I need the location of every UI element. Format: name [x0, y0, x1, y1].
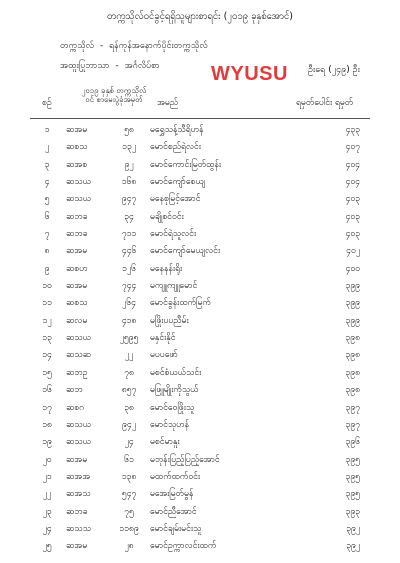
major-name: အင်္ဂလိပ်စာ	[124, 61, 160, 71]
cell-total: ၄၀၀	[345, 263, 360, 274]
cell-name: မောင်ခွန်းထက်မြက်	[150, 298, 211, 309]
cell-total: ၃၉၈	[345, 367, 360, 378]
cell-roll-code: ဆစသ	[66, 298, 88, 309]
cell-roll-code: ဆစဂ	[66, 402, 85, 413]
table-row	[0, 212, 400, 229]
cell-no: ၂	[44, 142, 50, 153]
cell-no: ၁၅	[42, 367, 52, 378]
cell-no: ၁၇	[42, 402, 52, 413]
cell-no: ၁	[44, 125, 50, 135]
cell-name: မောင်စည်ရဲလင်း	[150, 142, 201, 153]
cell-no: ၃	[44, 159, 50, 170]
cell-total: ၄၀၃	[345, 194, 360, 205]
cell-no: ၁၉	[42, 437, 52, 448]
cell-roll-code: ဆဘ	[66, 385, 83, 396]
cell-roll-number: ၁၆၈	[121, 177, 137, 188]
total-count: ဦးရေ (၂၄၉) ဦး	[308, 65, 360, 75]
cell-total: ၄၀၂	[346, 246, 360, 257]
table-row	[0, 333, 400, 350]
cell-name: မောင်ချမ်းမင်းသူ	[150, 523, 202, 534]
major-label: အထူးပြုဘာသာ	[60, 61, 110, 71]
cell-total: ၃၉၉	[345, 281, 360, 292]
cell-total: ၃၉၂	[346, 523, 360, 534]
document-title: တက္ကသိုလ်ဝင်ခွင့်ရရှိသူများစာရင်း (၂၀၁၉ ခုနှစ်အောင်)	[106, 11, 293, 22]
table-row	[0, 368, 400, 385]
results-table	[0, 125, 400, 559]
cell-no: ၁၁	[42, 298, 52, 309]
cell-no: ၁၈	[42, 419, 52, 430]
cell-roll-code: ဆအမ	[66, 281, 88, 292]
cell-roll-number: ၆၁	[124, 454, 134, 465]
cell-no: ၁၆	[42, 385, 52, 396]
cell-total: ၃၉၇	[345, 402, 360, 413]
cell-total: ၄၃၃	[345, 125, 360, 135]
cell-roll-code: ဆစသ	[66, 142, 88, 153]
cell-no: ၆	[44, 211, 50, 222]
column-header-roll: ၂၀၁၉ ခုနှစ် တက္ကသိုလ်ဝင် စာမေးပွဲခုံအမှတ်	[81, 86, 147, 105]
table-row	[0, 194, 400, 211]
cell-no: ၂၀	[42, 454, 52, 465]
cell-roll-code: ဆသသ	[66, 523, 91, 534]
cell-roll-code: ဆသယ	[66, 419, 91, 430]
column-header-total: ရမှတ်ပေါင်း ရမှတ်	[296, 98, 354, 108]
table-row	[0, 420, 400, 437]
cell-total: ၃၉၅	[345, 471, 360, 482]
table-row	[0, 489, 400, 506]
cell-name: မနေစုမြင့်အောင်	[150, 194, 201, 205]
table-row	[0, 298, 400, 315]
cell-no: ၉	[44, 263, 50, 274]
cell-roll-number: ၁၂၆	[122, 263, 136, 274]
cell-no: ၂၃	[42, 506, 52, 517]
cell-no: ၁၃	[42, 333, 52, 344]
cell-name: မဘုန်းပြည့်ပြည့်အောင်	[150, 454, 220, 465]
cell-no: ၂၄	[42, 523, 52, 534]
cell-roll-number: ၅၈	[124, 125, 134, 135]
table-row	[0, 524, 400, 541]
cell-name: မကျူကျူမောင်	[150, 281, 198, 292]
cell-roll-number: ၂၂	[124, 350, 134, 361]
cell-roll-code: ဆဘခ	[66, 211, 88, 222]
cell-total: ၄၀၇	[345, 142, 360, 153]
major-line	[60, 60, 160, 73]
cell-total: ၃၉၉	[345, 298, 360, 309]
cell-roll-code: ဆသဆ	[66, 350, 91, 361]
cell-total: ၃၉၉	[345, 315, 360, 326]
cell-name: မနေနန်းရိုး	[150, 263, 183, 274]
cell-roll-number: ၁၃၈	[121, 471, 137, 482]
cell-total: ၃၉၈	[345, 350, 360, 361]
university-label: တက္ကသိုလ်	[60, 41, 94, 51]
cell-roll-number: ၂၆၄	[122, 298, 136, 309]
cell-no: ၂၁	[42, 471, 52, 482]
cell-name: မဖြူမျိုးကိုသွယ်	[150, 385, 199, 396]
table-row	[0, 455, 400, 472]
cell-name: မောင်သုဟန်	[150, 419, 190, 430]
cell-name: မပပဖော်	[150, 350, 178, 361]
cell-total: ၃၉၆	[345, 437, 360, 448]
cell-total: ၄၀၄	[345, 159, 360, 170]
cell-no: ၁၄	[42, 350, 52, 361]
cell-total: ၃၉၅	[345, 489, 360, 500]
university-dash: -	[99, 41, 104, 51]
cell-no: ၈	[44, 246, 50, 257]
cell-name: မစင်စံယယ်သင်း	[150, 367, 202, 378]
cell-name: မအေးမြတ်မွန်	[150, 489, 194, 500]
table-row	[0, 246, 400, 263]
column-header-name: အမည်	[157, 98, 179, 108]
cell-roll-number: ၅၄၇	[121, 489, 137, 500]
cell-roll-code: ဆအမ	[66, 541, 88, 552]
table-row	[0, 350, 400, 367]
cell-roll-number: ၃၄	[124, 211, 134, 222]
cell-name: မောင်ရဲသူလင်း	[150, 229, 197, 240]
cell-name: မောင်ကျော်စေယျ	[150, 177, 206, 188]
cell-name: မောင်ကျော်မေယျလင်း	[150, 246, 221, 257]
cell-total: ၄၀၄	[345, 177, 360, 188]
cell-name: မထက်ထက်ဝင်း	[150, 471, 201, 482]
cell-name: မောင်ဝေဖြိုးသူ	[150, 402, 195, 413]
table-row	[0, 437, 400, 454]
cell-roll-code: ဆအသ	[66, 489, 91, 500]
cell-roll-number: ၉၄၂	[122, 419, 136, 430]
cell-roll-code: ဆသယ	[66, 177, 91, 188]
cell-roll-number: ၂၈	[124, 541, 134, 552]
cell-total: ၄၀၃	[345, 229, 360, 240]
cell-no: ၂၂	[42, 489, 52, 500]
cell-roll-code: ဆအမ	[66, 125, 88, 135]
table-row	[0, 142, 400, 159]
table-row	[0, 507, 400, 524]
table-row	[0, 403, 400, 420]
cell-total: ၃၉၈	[345, 385, 360, 396]
cell-roll-code: ဆသယ	[66, 437, 91, 448]
major-dash: -	[115, 61, 119, 71]
cell-roll-code: ဆသယ	[66, 194, 91, 205]
cell-no: ၂၅	[42, 541, 52, 552]
cell-name: မချိုစင်ဝင်း	[150, 211, 184, 222]
cell-no: ၇	[44, 229, 50, 240]
cell-name: မရွှေသန့်သီရိဟန်	[150, 125, 204, 135]
table-row	[0, 229, 400, 246]
cell-no: ၅	[44, 194, 50, 205]
table-row	[0, 125, 400, 142]
cell-roll-code: ဆလမ	[66, 315, 88, 326]
cell-roll-number: ၁၃၂	[122, 142, 136, 153]
cell-total: ၃၉၇	[345, 419, 360, 430]
cell-roll-number: ၄၄၆	[121, 246, 137, 257]
cell-roll-code: ဆသယ	[66, 333, 91, 344]
cell-roll-code: ဆအမ	[66, 454, 88, 465]
cell-roll-code: ဆဘခ	[66, 229, 88, 240]
cell-name: မောင်ကောင်းမြတ်ထွန်း	[150, 159, 222, 170]
cell-total: ၃၉၃	[345, 506, 360, 517]
cell-roll-number: ၇၄၄	[121, 281, 137, 292]
column-header-no: စဉ်	[42, 98, 52, 108]
cell-roll-number: ၈၅၇	[121, 385, 137, 396]
cell-roll-code: ဆအမ	[66, 246, 88, 257]
cell-name: မဖြိုးပပညီမ်း	[150, 315, 189, 326]
cell-no: ၁၂	[42, 315, 52, 326]
watermark-logo: WYUSU	[211, 63, 288, 85]
university-line	[60, 40, 208, 53]
cell-roll-number: ၃၈	[124, 402, 134, 413]
cell-roll-number: ၉၂	[124, 159, 134, 170]
cell-roll-number: ၄၁၈	[121, 315, 137, 326]
table-header	[0, 86, 400, 114]
cell-name: မနှင်းနိုင်	[150, 333, 176, 344]
cell-roll-number: ၁၁၈၉	[119, 523, 139, 534]
table-row	[0, 472, 400, 489]
cell-roll-code: ဆဘခ	[66, 506, 88, 517]
cell-roll-number: ၇၈	[124, 367, 134, 378]
cell-no: ၁၀	[42, 281, 52, 292]
cell-roll-code: ဆအစ	[66, 159, 88, 170]
cell-roll-number: ၇၅	[124, 506, 134, 517]
cell-roll-code: ဆစဟ	[66, 263, 88, 274]
cell-roll-code: ဆဘဥ	[66, 367, 88, 378]
cell-roll-code: ဆအအ	[66, 471, 91, 482]
cell-no: ၄	[44, 177, 50, 188]
cell-name: မောင်ဥက္ကာလင်းထက်	[150, 541, 217, 552]
table-row	[0, 264, 400, 281]
cell-total: ၃၉၈	[345, 333, 360, 344]
cell-name: မောင်ညီအောင်	[150, 506, 197, 517]
table-row	[0, 316, 400, 333]
table-row	[0, 160, 400, 177]
university-name: ရန်ကုန်အနောက်ပိုင်းတက္ကသိုလ်	[109, 41, 208, 51]
cell-total: ၃၉၅	[345, 454, 360, 465]
table-row	[0, 281, 400, 298]
table-row	[0, 177, 400, 194]
cell-roll-number: ၇၁၁	[121, 229, 137, 240]
table-row	[0, 385, 400, 402]
cell-roll-number: ၂၅၉၅	[119, 333, 139, 344]
cell-roll-number: ၂၄	[124, 437, 134, 448]
cell-total: ၃၉၂	[346, 541, 360, 552]
cell-total: ၄၀၃	[345, 211, 360, 222]
cell-roll-number: ၉၄၇	[121, 194, 137, 205]
cell-name: မစင်မာနူး	[150, 437, 180, 448]
table-row	[0, 541, 400, 558]
header-divider	[30, 118, 370, 119]
